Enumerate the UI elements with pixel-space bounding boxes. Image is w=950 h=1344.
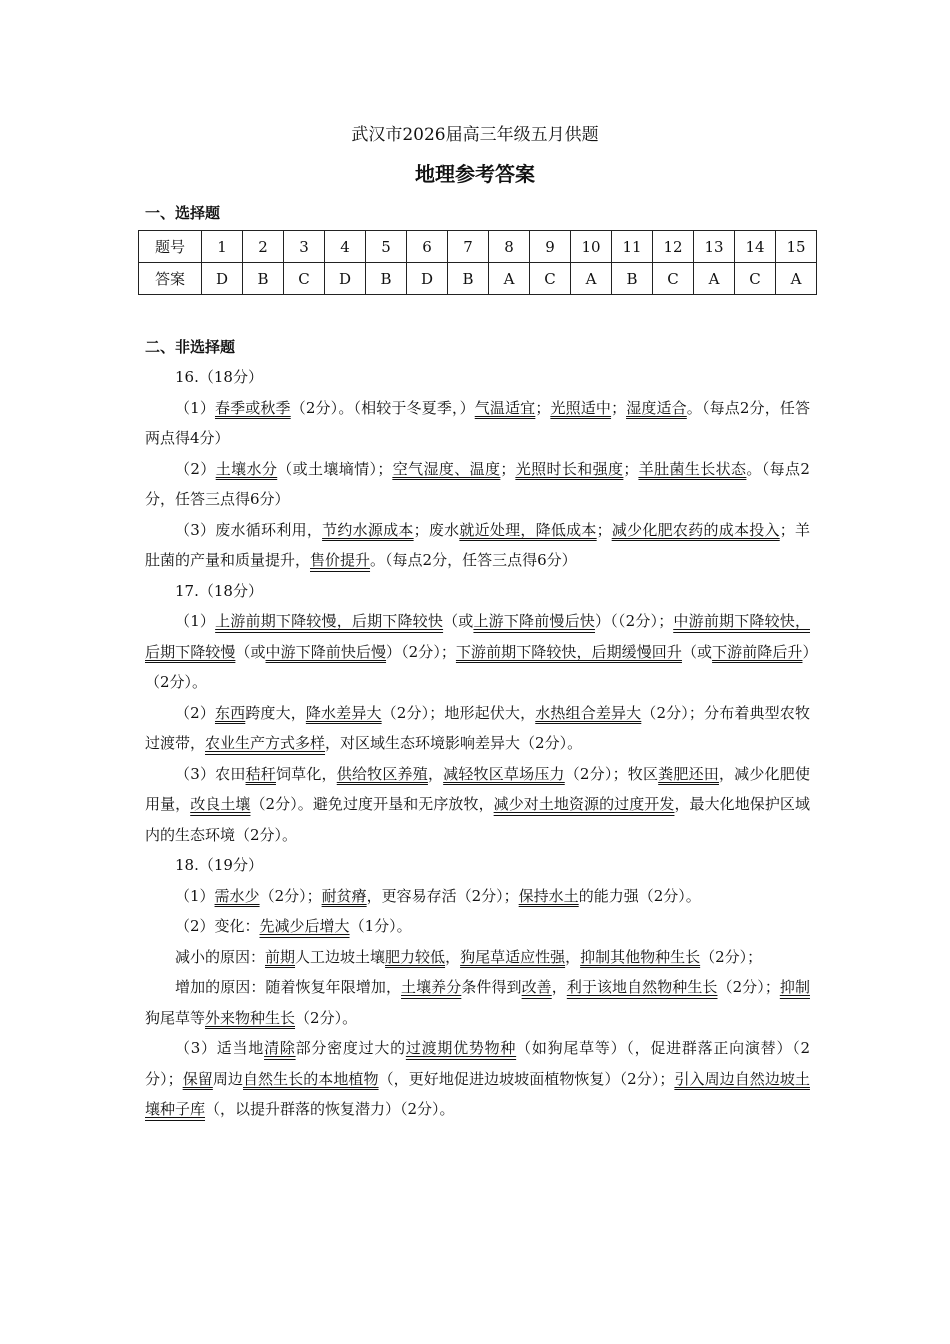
answer-text: ， <box>445 947 461 966</box>
key-point: 抑制其他物种生长 <box>580 947 701 966</box>
answer-paragraph <box>145 972 810 1033</box>
answer-text: （1分）。 <box>349 917 412 935</box>
answer-text: （2分）。避免过度开垦和无序放牧， <box>250 795 494 813</box>
key-point: 先减少后增大 <box>259 917 350 935</box>
answer-letter: D <box>202 263 243 295</box>
answer-text: 16.（18分） <box>175 368 263 386</box>
question-number: 9 <box>530 231 571 263</box>
answer-text: （2分）；分布着典型农牧过渡带， <box>145 703 810 752</box>
row-label-numbers: 题号 <box>139 231 202 263</box>
key-point: 中游下降前快后慢 <box>265 642 387 661</box>
answer-text: （2分）。（相较于冬夏季，） <box>290 398 475 417</box>
section-heading-choice: 一、选择题 <box>145 204 221 222</box>
answer-text: 17.（18分） <box>175 581 263 600</box>
question-number: 8 <box>489 231 530 263</box>
answer-text: （2分）；地形起伏大， <box>381 703 536 722</box>
open-answers-body <box>145 362 810 1125</box>
answer-letter: B <box>612 263 653 295</box>
key-point: 上游下降前慢后快 <box>473 612 596 630</box>
answer-text: （2分）； <box>717 978 780 996</box>
answer-text: 跨度大， <box>245 703 306 722</box>
answer-text: ）（（2分）； <box>595 612 674 630</box>
key-point: 节约水源成本 <box>322 520 414 539</box>
answer-text: （3）废水循环利用， <box>175 520 323 539</box>
table-row-answers <box>139 263 817 295</box>
answer-text: （3）农田 <box>175 764 246 783</box>
answer-text: （2）变化： <box>175 917 260 935</box>
answer-paragraph <box>145 362 810 393</box>
question-number: 1 <box>202 231 243 263</box>
key-point: 引入周边自然边坡土壤种子库 <box>145 1069 810 1118</box>
key-point: 耐贫瘠 <box>321 886 367 905</box>
answer-text: （3）适当地 <box>175 1039 265 1057</box>
answer-letter: A <box>776 263 817 295</box>
answer-text: 18.（19分） <box>175 856 263 874</box>
key-point: 保持水土 <box>518 886 579 905</box>
answer-table <box>138 230 817 295</box>
answer-letter: C <box>530 263 571 295</box>
answer-text: （1） <box>175 886 215 905</box>
key-point: 羊肚菌生长状态 <box>638 459 747 478</box>
answer-text: （或 <box>443 612 474 630</box>
question-number: 10 <box>571 231 612 263</box>
answer-text: 。（每点2分，任答两点得4分） <box>145 398 810 447</box>
answer-text: ； <box>500 459 516 478</box>
answer-text: ； <box>623 459 639 478</box>
question-number: 12 <box>653 231 694 263</box>
answer-paragraph <box>145 850 810 881</box>
question-number: 7 <box>448 231 489 263</box>
answer-text: （如狗尾草等）（，促进群落正向演替）（2分）； <box>145 1039 810 1088</box>
answer-paragraph <box>145 606 810 698</box>
answer-text: （或 <box>235 642 266 661</box>
question-number: 4 <box>325 231 366 263</box>
key-point: 狗尾草适应性强 <box>460 947 566 966</box>
key-point: 就近处理，降低成本 <box>459 520 597 539</box>
key-point: 肥力较低 <box>385 947 446 966</box>
answer-paragraph <box>145 515 810 576</box>
key-point: 下游前期下降较快，后期缓慢回升 <box>455 642 682 661</box>
answer-text: （2分）；牧区 <box>564 764 659 783</box>
answer-paragraph <box>145 911 810 942</box>
key-point: 东西 <box>214 703 246 722</box>
answer-text: ）（2分）； <box>386 642 456 661</box>
answer-text: ，更容易存活（2分）； <box>366 886 519 905</box>
answer-letter: A <box>571 263 612 295</box>
answer-text: ； <box>611 398 627 417</box>
section-heading-open: 二、非选择题 <box>145 338 236 356</box>
answer-paragraph <box>145 698 810 759</box>
answer-text: 饲草化， <box>275 764 337 783</box>
key-point: 秸秆 <box>245 764 276 783</box>
key-point: 过渡期优势物种 <box>405 1039 517 1057</box>
answer-letter: B <box>448 263 489 295</box>
answer-text: 狗尾草等 <box>145 1008 206 1027</box>
answer-letter: D <box>407 263 448 295</box>
key-point: 抑制 <box>779 978 810 996</box>
key-point: 需水少 <box>214 886 260 905</box>
key-point: 减少对土地资源的过度开发 <box>493 795 675 813</box>
key-point: 降水差异大 <box>305 703 382 722</box>
answer-text: （或 <box>681 642 713 661</box>
question-number: 6 <box>407 231 448 263</box>
answer-text: ）（2分）。 <box>145 642 810 691</box>
question-number: 5 <box>366 231 407 263</box>
answer-text: ， <box>427 764 444 783</box>
key-point: 自然生长的本地植物 <box>242 1069 379 1088</box>
answer-text: 部分密度过大的 <box>295 1039 406 1057</box>
answer-text: （2分）； <box>700 947 763 966</box>
key-point: 中游前期下降较快，后期下降较慢 <box>145 612 810 661</box>
answer-text: ； <box>596 520 612 539</box>
answer-letter: C <box>653 263 694 295</box>
answer-paragraph <box>145 759 810 851</box>
key-point: 湿度适合 <box>626 398 687 417</box>
answer-text: 的能力强（2分）。 <box>578 886 701 905</box>
key-point: 保留 <box>182 1069 213 1088</box>
key-point: 售价提升 <box>310 551 371 569</box>
question-number: 3 <box>284 231 325 263</box>
key-point: 改善 <box>521 978 552 996</box>
answer-paragraph <box>145 393 810 454</box>
question-number: 15 <box>776 231 817 263</box>
key-point: 粪肥还田 <box>658 764 719 783</box>
answer-text: （1） <box>175 398 215 417</box>
answer-text: （2分）； <box>259 886 322 905</box>
answer-letter: B <box>366 263 407 295</box>
key-point: 减轻牧区草场压力 <box>443 764 565 783</box>
answer-text: 。（每点2分，任答三点得6分） <box>370 551 577 569</box>
key-point: 光照时长和强度 <box>515 459 624 478</box>
answer-text: ， <box>551 978 567 996</box>
key-point: 供给牧区养殖 <box>336 764 428 783</box>
key-point: 气温适宜 <box>474 398 536 417</box>
question-number: 11 <box>612 231 653 263</box>
answer-text: ； <box>535 398 551 417</box>
answer-text: 减小的原因： <box>175 947 266 966</box>
answer-paragraph <box>145 1033 810 1125</box>
answer-text: （1） <box>175 612 216 630</box>
answer-text: ；羊肚菌的产量和质量提升， <box>145 520 810 569</box>
answer-letter: B <box>243 263 284 295</box>
answer-paragraph <box>145 881 810 912</box>
answer-text: ， <box>565 947 581 966</box>
key-point: 春季或秋季 <box>214 398 291 417</box>
answer-letter: C <box>284 263 325 295</box>
answer-text: 条件得到 <box>461 978 522 996</box>
answer-text: 。（每点2分，任答三点得6分） <box>145 459 810 508</box>
key-point: 光照适中 <box>550 398 612 417</box>
key-point: 下游前降后升 <box>712 642 803 661</box>
answer-paragraph <box>145 942 810 973</box>
answer-letter: A <box>489 263 530 295</box>
answer-paragraph <box>145 454 810 515</box>
answer-text: 增加的原因：随着恢复年限增加， <box>175 978 402 996</box>
key-point: 上游前期下降较慢，后期下降较快 <box>215 612 444 630</box>
key-point: 农业生产方式多样 <box>205 734 326 752</box>
answer-text: （，以提升群落的恢复潜力）（2分）。 <box>205 1100 455 1118</box>
answer-text: （2） <box>175 459 216 478</box>
answer-text: ，对区域生态环境影响差异大（2分）。 <box>325 734 583 752</box>
answer-text: （2） <box>175 703 215 722</box>
table-row-numbers <box>139 231 817 263</box>
answer-text: 周边 <box>212 1069 243 1088</box>
key-point: 改良土壤 <box>190 795 251 813</box>
question-number: 14 <box>735 231 776 263</box>
answer-text: ，最大化地保护区域内的生态环境（2分）。 <box>145 795 810 844</box>
key-point: 清除 <box>264 1039 296 1057</box>
key-point: 土壤养分 <box>401 978 462 996</box>
answer-letter: D <box>325 263 366 295</box>
answer-paragraph <box>145 576 810 607</box>
answer-text: ；废水 <box>413 520 460 539</box>
answer-text: （2分）。 <box>295 1008 358 1027</box>
key-point: 水热组合差异大 <box>535 703 642 722</box>
key-point: 土壤水分 <box>215 459 278 478</box>
row-label-answers: 答案 <box>139 263 202 295</box>
key-point: 减少化肥农药的成本投入 <box>611 520 780 539</box>
answer-text: （，更好地促进边坡坡面植物恢复）（2分）； <box>378 1069 675 1088</box>
answer-text: ，减少化肥使用量， <box>145 764 810 813</box>
key-point: 利于该地自然物种生长 <box>566 978 718 996</box>
document-title: 地理参考答案 <box>415 162 535 186</box>
key-point: 空气湿度、温度 <box>392 459 501 478</box>
answer-text: 人工边坡土壤 <box>295 947 386 966</box>
question-number: 2 <box>243 231 284 263</box>
answer-letter: A <box>694 263 735 295</box>
question-number: 13 <box>694 231 735 263</box>
answer-letter: C <box>735 263 776 295</box>
key-point: 前期 <box>265 947 296 966</box>
document-subtitle: 武汉市2026届高三年级五月供题 <box>351 125 599 145</box>
key-point: 外来物种生长 <box>205 1008 296 1027</box>
answer-text: （或土壤墒情）； <box>277 459 393 478</box>
